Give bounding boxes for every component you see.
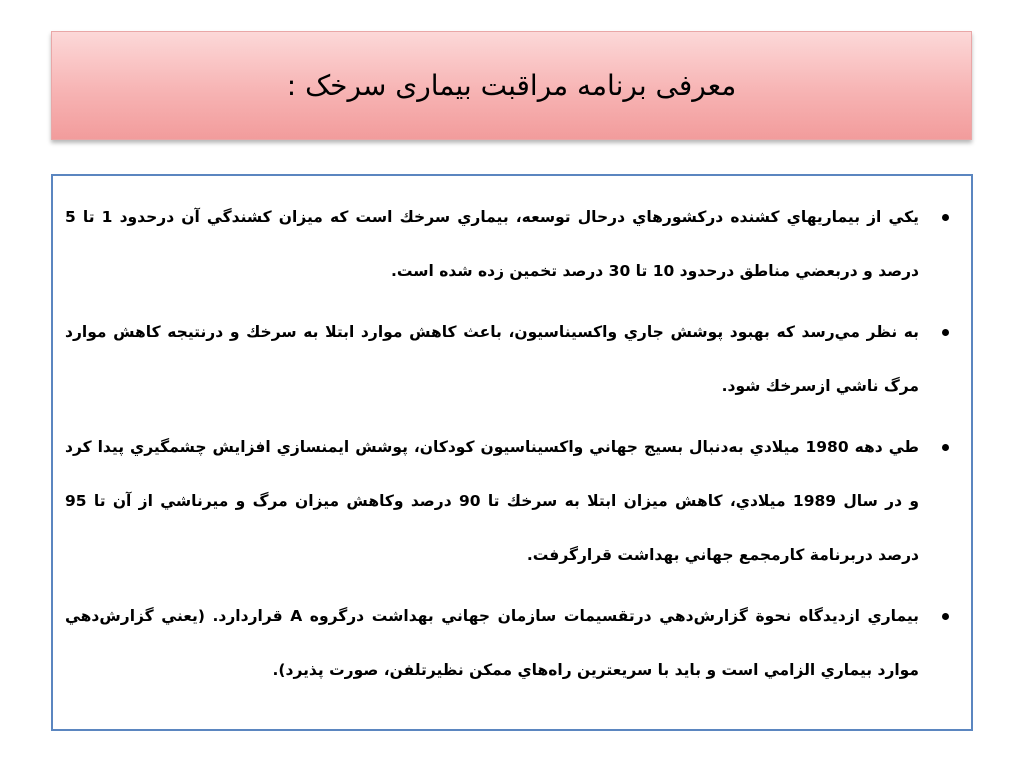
- bullet-dot-icon: [942, 214, 949, 221]
- bullet-text: يكي از بيماريهاي كشنده دركشورهاي درحال توسعه، بيماري سرخك است كه ميزان كشندگي آن درحدود 1 تا 5 درصد و دربعضي مناطق درحدود 10 تا 30 درصد تخمين زده شده است.: [65, 208, 919, 280]
- bullet-item: [65, 589, 949, 697]
- bullet-item: [65, 305, 949, 413]
- content-box: [51, 174, 973, 731]
- bullet-dot-icon: [942, 613, 949, 620]
- bullet-item: [65, 420, 949, 582]
- bullet-text: طي دهه 1980 ميلادي به‌دنبال بسيج جهاني واكسيناسيون كودكان، پوشش ايمنسازي افزايش چشمگيري پيدا كرد و در سال 1989 ميلادي، كاهش ميزان ابتلا به سرخك تا 90 درصد وكاهش ميزان مرگ و ميرناشي از آن تا 95 درصد دربرنامة كارمجمع جهاني بهداشت قرارگرفت.: [65, 438, 919, 564]
- title-box: [51, 31, 972, 140]
- bullet-text: بيماري ازديدگاه نحوة گزارش‌دهي درتقسيمات سازمان جهاني بهداشت درگروه A قراردارد. (يعني گزارش‌دهي موارد بيماري الزامي است و بايد با سريعترين راه‌هاي ممكن نظيرتلفن، صورت پذيرد).: [65, 607, 919, 679]
- bullet-item: [65, 190, 949, 298]
- slide-title: معرفی برنامه مراقبت بیماری سرخک :: [286, 69, 737, 102]
- bullet-dot-icon: [942, 444, 949, 451]
- bullet-text: به نظر مي‌رسد كه بهبود پوشش جاري واكسيناسيون، باعث كاهش موارد ابتلا به سرخك و درنتيجه كاهش موارد مرگ ناشي ازسرخك شود.: [65, 323, 919, 395]
- bullet-list: [65, 190, 949, 697]
- bullet-dot-icon: [942, 329, 949, 336]
